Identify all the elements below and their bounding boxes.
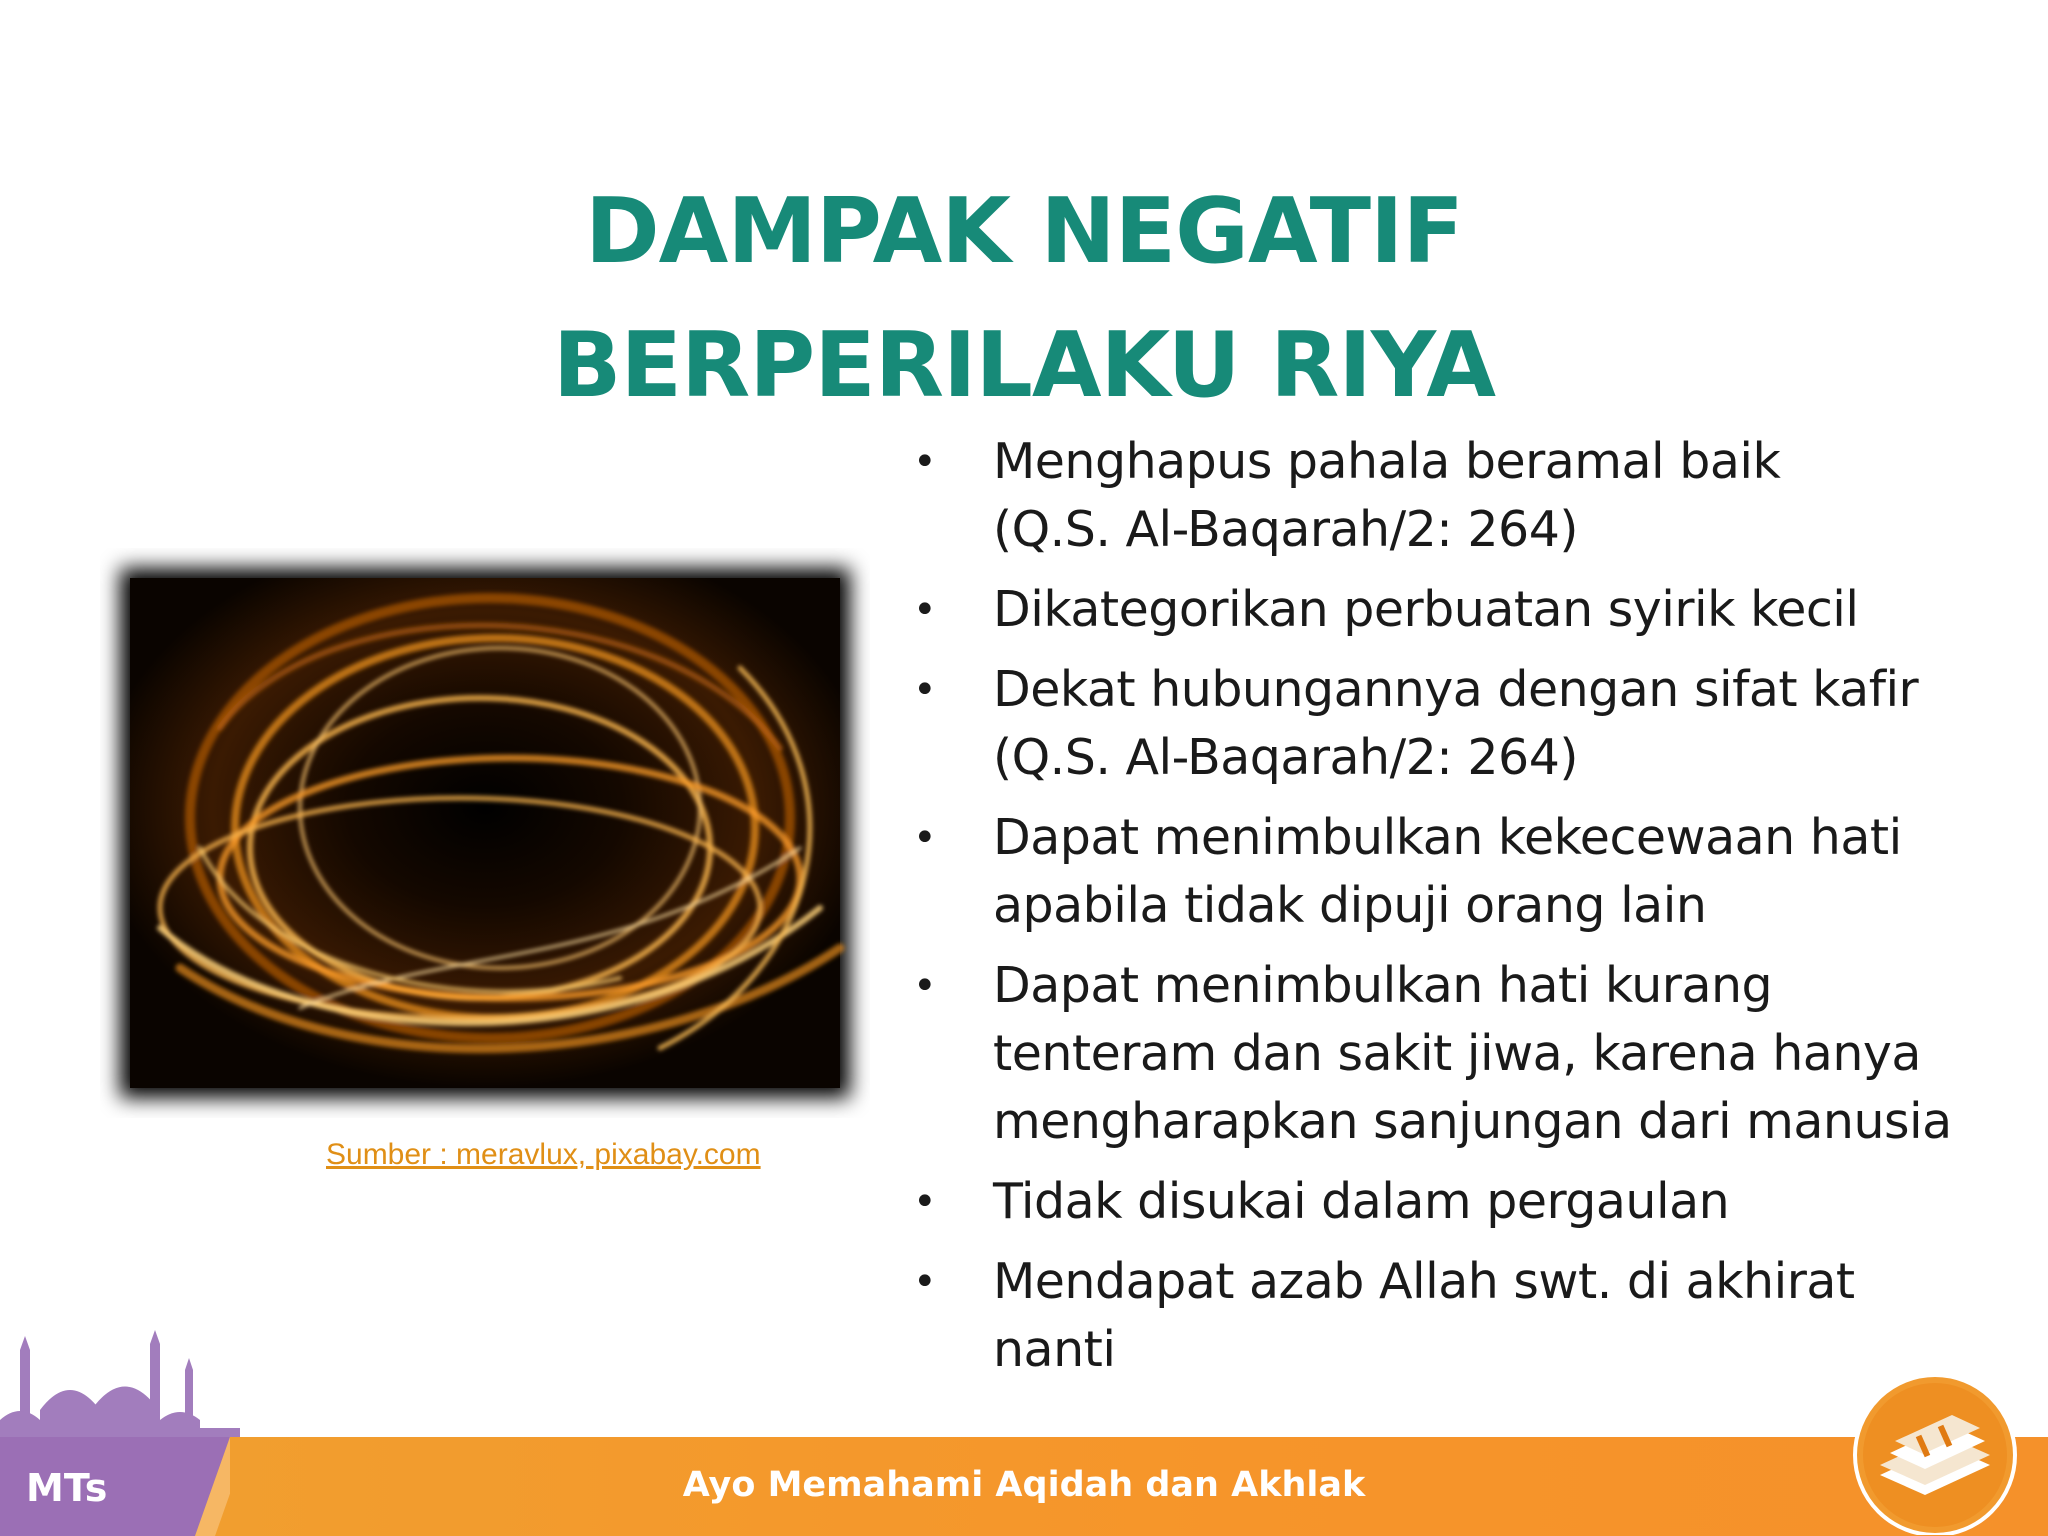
list-item-text: (Q.S. Al-Baqarah/2: 264): [993, 501, 1578, 558]
bullet-marker: •: [913, 1179, 937, 1225]
list-item: [913, 952, 2023, 1156]
list-item-text: mengharapkan sanjungan dari manusia: [993, 1093, 1952, 1150]
list-item-text: Menghapus pahala beramal baik: [993, 433, 1781, 490]
slide-title-line-1: DAMPAK NEGATIF: [584, 179, 1464, 285]
bullet-marker: •: [913, 667, 937, 713]
book-title: Ayo Memahami Aqidah dan Akhlak: [682, 1465, 1366, 1505]
bullet-marker: •: [913, 439, 937, 485]
list-item: [913, 576, 2023, 644]
list-item: [913, 656, 2023, 792]
list-item: [913, 428, 2023, 564]
list-item-text: apabila tidak dipuji orang lain: [993, 877, 1707, 934]
bullet-marker: •: [913, 963, 937, 1009]
list-item-text: tenteram dan sakit jiwa, karena hanya: [993, 1025, 1921, 1082]
list-item-text: Tidak disukai dalam pergaulan: [993, 1173, 1730, 1230]
mosque-silhouette-icon: [0, 1330, 240, 1440]
list-item-text: Dekat hubungannya dengan sifat kafir: [993, 661, 1919, 718]
list-item-text: (Q.S. Al-Baqarah/2: 264): [993, 729, 1578, 786]
image-source-link[interactable]: Sumber : meravlux, pixabay.com: [326, 1138, 761, 1171]
list-item-text: Mendapat azab Allah swt. di akhirat: [993, 1253, 1855, 1310]
books-icon: [1850, 1365, 2020, 1535]
slide-title: [0, 165, 2048, 433]
fire-swirl-photo: [100, 548, 870, 1118]
bullet-marker: •: [913, 815, 937, 861]
slide-title-line-2: BERPERILAKU RIYA: [552, 313, 1496, 419]
list-item: [913, 804, 2023, 940]
list-item-text: Dikategorikan perbuatan syirik kecil: [993, 581, 1859, 638]
list-item-text: Dapat menimbulkan hati kurang: [993, 957, 1773, 1014]
level-label: MTs: [26, 1466, 108, 1510]
list-item: [913, 1168, 2023, 1236]
list-item-text: Dapat menimbulkan kekecewaan hati: [993, 809, 1902, 866]
bullet-marker: •: [913, 1259, 937, 1305]
list-item-text: nanti: [993, 1321, 1116, 1378]
list-item: [913, 1248, 2023, 1384]
impact-list: [913, 428, 2023, 1396]
bullet-marker: •: [913, 587, 937, 633]
